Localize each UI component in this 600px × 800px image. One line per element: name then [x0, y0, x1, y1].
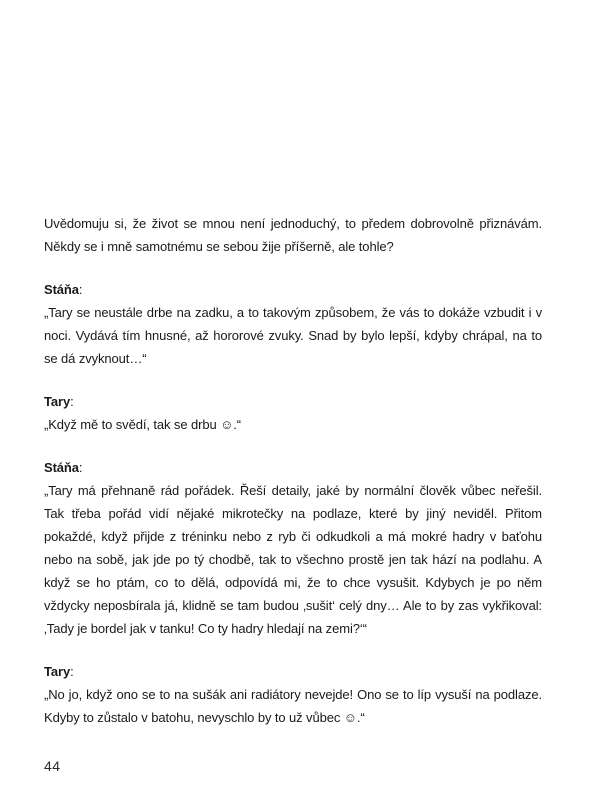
speaker-name: Tary: [44, 664, 71, 679]
dialogue-paragraph: „Když mě to svědí, tak se drbu ☺.“: [44, 417, 242, 432]
speaker-label: [44, 660, 542, 683]
speaker-label: [44, 278, 542, 301]
page-body: [44, 212, 542, 729]
speaker-label: [44, 456, 542, 479]
dialogue-paragraph: „Tary má přehnaně rád pořádek. Řeší detaily, jaké by normální člověk vůbec neřešil. Tak třeba pořád vidí nějaké mikrotečky na podlaze, které by jiný neviděl. Přitom pokaždé, když přijde z tréninku nebo z ryb či odkudkoli a má mokré hadry v baťohu nebo na sobě, jak jde po tý chodbě, tak to všechno prostě jen tak hází na podlahu. A když se ho ptám, co to dělá, odpovídá mi, že to chce vysušit. Kdybych je po něm vždycky neposbírala já, klidně se tam budou ‚sušit‘ celý dny… Ale to by zas vykřikoval: ‚Tady je bordel jak v tanku! Co ty hadry hledají na zemi?‘“: [44, 483, 542, 636]
speaker-colon: :: [78, 460, 83, 475]
dialogue-paragraph: „Tary se neustále drbe na zadku, a to takovým způsobem, že vás to dokáže vzbudit i v noci. Vydává tím hnusné, až hororové zvuky. Snad by bylo lepší, kdyby chrápal, na to se dá zvyknout…“: [44, 305, 542, 366]
intro-paragraph: Uvědomuju si, že život se mnou není jednoduchý, to předem dobrovolně přiznávám. Někdy se i mně samotnému se sebou žije příšerně, ale tohle?: [44, 216, 542, 254]
spacer: [44, 370, 542, 390]
speaker-colon: :: [78, 282, 83, 297]
speaker-colon: :: [70, 394, 74, 409]
speaker-name: Stáňa: [44, 282, 79, 297]
speaker-colon: :: [70, 664, 74, 679]
spacer: [44, 436, 542, 456]
spacer: [44, 258, 542, 278]
spacer: [44, 640, 542, 660]
page-number: 44: [44, 758, 61, 774]
speaker-name: Stáňa: [44, 460, 79, 475]
speaker-name: Tary: [44, 394, 71, 409]
speaker-label: [44, 390, 542, 413]
dialogue-paragraph: „No jo, když ono se to na sušák ani radiátory nevejde! Ono se to líp vysuší na podlaze. Kdyby to zůstalo v batohu, nevyschlo by to už vůbec ☺.“: [44, 687, 542, 725]
